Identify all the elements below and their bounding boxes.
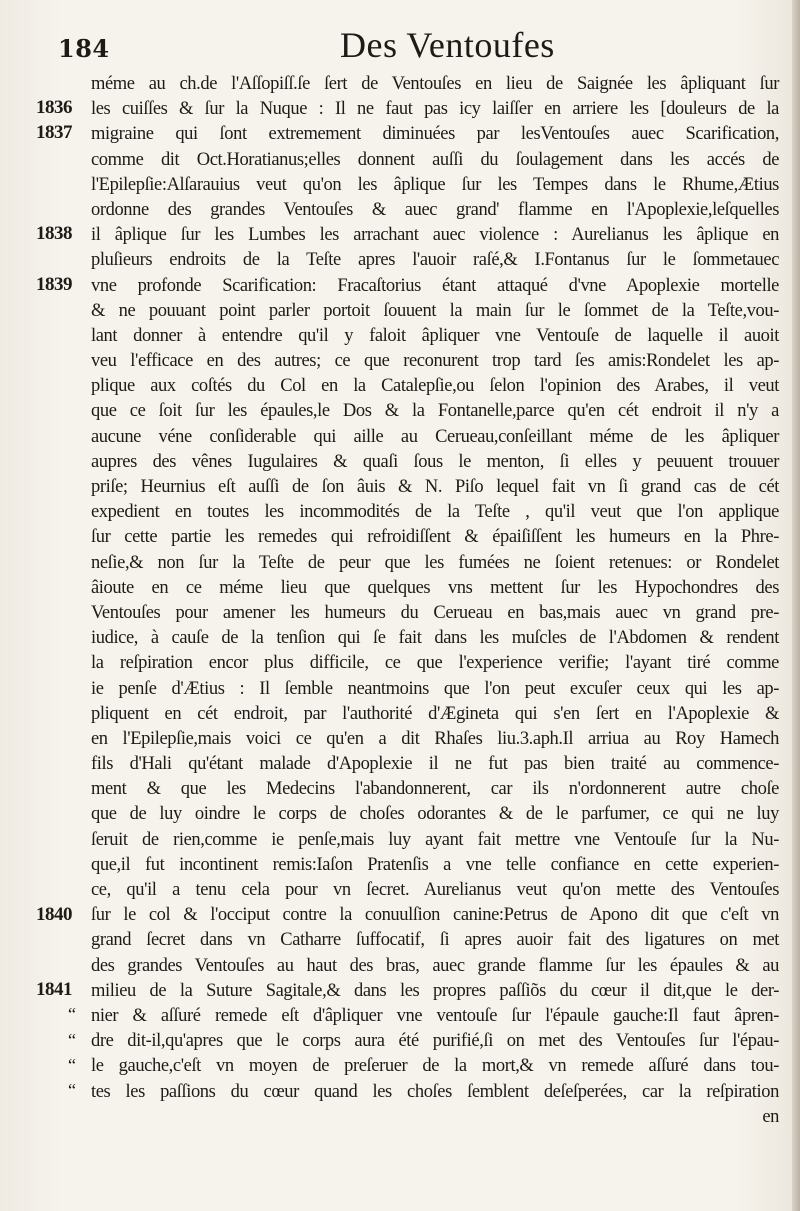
text-line: lant donner à entendre qu'il y faloit âpliquer vne Ventouſe de laquelle il auoit	[91, 325, 779, 346]
text-line: nier & aſſuré remede eſt d'âpliquer vne ventouſe ſur l'épaule gauche:Il faut âpren-	[91, 1005, 779, 1026]
text-line: dre dit-il,qu'apres que le corps aura été purifié,ſi on met des Ventouſes ſur l'épau-	[91, 1031, 779, 1052]
text-line: les cuiſſes & ſur la Nuque : Il ne faut pas icy laiſſer en arriere les [douleurs de la	[91, 99, 779, 120]
text-line: pliquent en cét endroit, par l'authorité d'Ægineta qui s'en ſert en l'Apoplexie &	[91, 703, 779, 724]
text-line: pluſieurs endroits de la Teſte apres l'auoir raſé,& I.Fontanus ſur le ſommetauec	[91, 250, 779, 271]
text-line: le gauche,c'eſt vn moyen de preſeruer de la mort,& vn remede aſſuré dans tou-	[91, 1056, 779, 1077]
page-number: 184	[58, 34, 110, 63]
text-line: aucune véne conſiderable qui aille au Cerueau,conſeillant méme de les âpliquer	[91, 426, 779, 447]
text-line: des grandes Ventouſes au haut des bras, auec grande flamme ſur les épaules & au	[91, 955, 779, 976]
text-line: méme au ch.de l'Aſſopiſſ.ſe ſert de Ventouſes en lieu de Saignée les âpliquant ſur	[91, 74, 779, 94]
text-line: ſur le col & l'occiput contre la conuulſion canine:Petrus de Apono dit que c'eſt vn	[91, 905, 779, 926]
text-line: expedient en toutes les incommodités de la Teſte , qu'il veut que l'on applique	[91, 502, 779, 523]
text-line: neſie,& non ſur la Teſte de peur que les fumées ne ſoient retenues: or Rondelet	[91, 552, 779, 573]
text-line: ordonne des grandes Ventouſes & auec grand' flamme en l'Apoplexie,leſquelles	[91, 199, 779, 220]
text-line: grand ſecret dans vn Catharre ſuffocatif, ſi apres auoir fait des ligatures on met	[91, 930, 779, 951]
text-line: ſur cette partie les remedes qui refroidiſſent & épaiſiſſent les humeurs en la Phre-	[91, 527, 779, 548]
quote-mark: “	[68, 1029, 76, 1050]
text-line: Ventouſes pour amener les humeurs du Cerueau en bas,mais auec vn grand pre-	[91, 602, 779, 623]
text-line: que,il fut incontinent remis:Iaſon Pratenſis a vne telle confiance en cette experien-	[91, 854, 779, 875]
text-line: ment & que les Medecins l'abandonnerent, car ils n'ordonnerent autre choſe	[91, 779, 779, 800]
text-line: veu l'efficace en des autres; ce que reconurent trop tard ſes amis:Rondelet les ap-	[91, 351, 779, 372]
quote-mark: “	[68, 1080, 76, 1100]
text-line: que ce ſoit ſur les épaules,le Dos & la Fontanelle,parce qu'en cét endroit il n'y a	[91, 401, 779, 422]
text-line: la reſpiration encor plus difficile, ce que l'experience verifie; l'ayant tiré comme	[91, 653, 779, 674]
running-title: Des Ventoufes	[340, 25, 555, 65]
text-line: comme dit Oct.Horatianus;elles donnent auſſi du ſoulagement dans les accés de	[91, 149, 779, 170]
text-line: tes les paſſions du cœur quand les choſes ſemblent deſeſperées, car la reſpiration	[91, 1081, 779, 1102]
text-line: âioute en ce méme lieu que quelques vns mettent ſur les Hypochondres des	[91, 577, 779, 598]
text-line: vne profonde Scarification: Fracaſtorius étant attaqué d'vne Apoplexie mortelle	[91, 275, 779, 296]
text-line: & ne pouuant point parler portoit ſouuent la main ſur le ſommet de la Teſte,vou-	[91, 300, 779, 321]
text-line: plique aux coſtés du Col en la Catalepſie,ou ſelon l'opinion des Arabes, il veut	[91, 376, 779, 397]
margin-note: 1837	[36, 122, 72, 144]
text-line: ie penſe d'Ætius : Il ſemble neantmoins que l'on peut excuſer ceux qui les ap-	[91, 678, 779, 699]
text-line: aupres des vênes Iugulaires & quaſi ſous le menton, ſi elles y peuuent trouuer	[91, 451, 779, 472]
page-header	[0, 8, 800, 64]
text-line: milieu de la Suture Sagitale,& dans les propres paſſiõs du cœur il dit,que le der-	[91, 980, 779, 1001]
body-text	[91, 72, 779, 1130]
text-line: migraine qui ſont extremement diminuées par lesVentouſes auec Scarification,	[91, 124, 779, 145]
text-line: l'Epilepſie:Alſarauius veut qu'on les âplique ſur les Tempes dans le Rhume,Ætius	[91, 174, 779, 195]
text-line: en	[762, 1106, 779, 1127]
text-line: fils d'Hali qu'étant malade d'Apoplexie il ne fut pas bien traité au commence-	[91, 754, 779, 775]
page-edge	[792, 0, 800, 1211]
margin-note: 1838	[36, 223, 72, 245]
margin-note: 1836	[36, 97, 72, 119]
text-line: ce, qu'il a tenu cela pour vn ſecret. Aurelianus veut qu'on mette des Ventouſes	[91, 880, 779, 900]
margin-note: 1839	[36, 273, 72, 295]
text-line: iudice, à cauſe de la tenſion qui ſe fait dans les muſcles de l'Abdomen & rendent	[91, 628, 779, 649]
text-line: ſeruit de rien,comme ie penſe,mais luy ayant fait mettre vne Ventouſe ſur la Nu-	[91, 829, 779, 850]
quote-mark: “	[68, 1054, 76, 1075]
text-line: en l'Epilepſie,mais voici ce qu'en a dit Rhaſes liu.3.aph.Il arriua au Roy Hamech	[91, 728, 779, 749]
quote-mark: “	[68, 1004, 76, 1025]
margin-note: 1840	[36, 903, 72, 925]
text-line: il âplique ſur les Lumbes les arrachant auec violence : Aurelianus les âplique en	[91, 225, 779, 246]
text-line: que de luy oindre le corps de choſes odorantes & de le parfumer, ce qui ne luy	[91, 804, 779, 825]
margin-note: 1841	[36, 979, 72, 1001]
text-line: priſe; Heurnius eſt auſſi de ſon âuis & N. Piſo lequel fait vn ſi grand cas de cét	[91, 477, 779, 497]
